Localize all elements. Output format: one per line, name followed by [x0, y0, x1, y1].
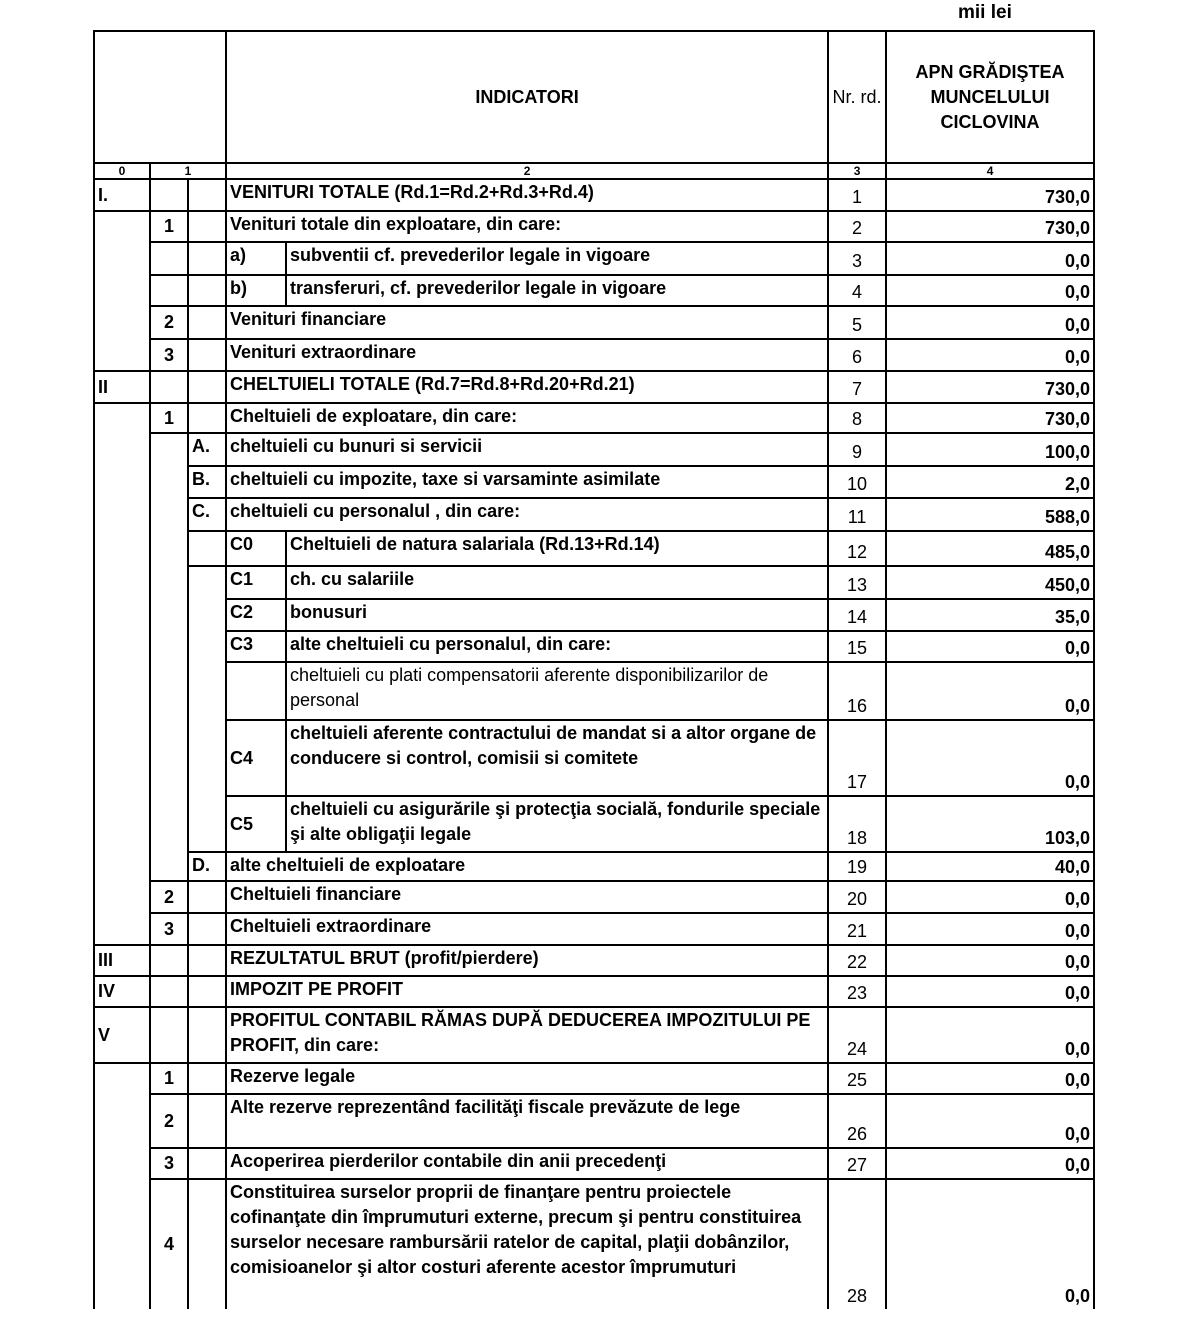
header-blank	[94, 31, 226, 163]
row-number: 15	[828, 631, 886, 662]
row-value: 730,0	[886, 371, 1094, 403]
code-cell: C5	[226, 796, 286, 852]
number-cell: 4	[150, 1179, 188, 1309]
indicator-text: REZULTATUL BRUT (profit/pierdere)	[226, 945, 828, 976]
letter-cell: b)	[226, 275, 286, 306]
indicator-text: Cheltuieli de exploatare, din care:	[226, 403, 828, 433]
indicator-text: Cheltuieli de natura salariala (Rd.13+Rd.14)	[286, 531, 828, 566]
table-row	[94, 1063, 1094, 1094]
indicator-text: bonusuri	[286, 599, 828, 631]
column-index-row	[94, 163, 1094, 179]
header-nr-rd: Nr. rd.	[828, 31, 886, 163]
row-number: 28	[828, 1179, 886, 1309]
number-cell: 1	[150, 403, 188, 433]
code-cell: C3	[226, 631, 286, 662]
letter-cell: D.	[188, 852, 226, 881]
letter-cell: A.	[188, 433, 226, 466]
indicator-text: cheltuieli cu asigurările şi protecţia socială, fondurile speciale şi alte obligaţii legale	[286, 796, 828, 852]
unit-label: mii lei	[958, 2, 1012, 23]
indicator-text: CHELTUIELI TOTALE (Rd.7=Rd.8+Rd.20+Rd.21)	[226, 371, 828, 403]
row-number: 25	[828, 1063, 886, 1094]
row-number: 22	[828, 945, 886, 976]
table-row	[94, 498, 1094, 531]
row-value: 0,0	[886, 631, 1094, 662]
roman-cell: III	[94, 945, 150, 976]
table-row	[94, 881, 1094, 913]
indicator-text: Venituri extraordinare	[226, 339, 828, 371]
table-row	[94, 371, 1094, 403]
indicator-text: Rezerve legale	[226, 1063, 828, 1094]
indicator-text: Acoperirea pierderilor contabile din anii precedenţi	[226, 1148, 828, 1179]
code-cell: C4	[226, 720, 286, 796]
row-value: 730,0	[886, 179, 1094, 211]
row-number: 21	[828, 913, 886, 945]
table-row	[94, 599, 1094, 631]
row-number: 14	[828, 599, 886, 631]
row-value: 0,0	[886, 1094, 1094, 1148]
row-value: 35,0	[886, 599, 1094, 631]
indicator-text: Venituri totale din exploatare, din care:	[226, 211, 828, 242]
table-row	[94, 179, 1094, 211]
table-row	[94, 1148, 1094, 1179]
letter-cell: a)	[226, 242, 286, 275]
number-cell: 2	[150, 881, 188, 913]
number-cell: 2	[150, 306, 188, 339]
roman-cell: II	[94, 371, 150, 403]
row-number: 7	[828, 371, 886, 403]
indicator-text: Constituirea surselor proprii de finanţare pentru proiectele cofinanţate din împrumuturi externe, precum şi pentru constituirea surselor necesare rambursării ratelor de capital, plaţii dobânzilor, comisioanelor şi altor costuri aferente acestor împrumuturi	[226, 1179, 828, 1309]
roman-cell: I.	[94, 179, 150, 211]
indicator-text: Alte rezerve reprezentând facilităţi fiscale prevăzute de lege	[226, 1094, 828, 1148]
row-value: 0,0	[886, 1148, 1094, 1179]
row-value: 0,0	[886, 976, 1094, 1007]
row-value: 103,0	[886, 796, 1094, 852]
row-value: 0,0	[886, 913, 1094, 945]
table-row	[94, 1179, 1094, 1309]
number-cell: 1	[150, 211, 188, 242]
table-row	[94, 531, 1094, 566]
table-row	[94, 976, 1094, 1007]
col-index-4: 4	[886, 163, 1094, 179]
row-number: 17	[828, 720, 886, 796]
row-number: 11	[828, 498, 886, 531]
code-cell: C1	[226, 566, 286, 599]
indicator-text: cheltuieli cu plati compensatorii aferente disponibilizarilor de personal	[286, 662, 828, 720]
row-value: 0,0	[886, 306, 1094, 339]
header-row	[94, 31, 1094, 163]
number-cell: 1	[150, 1063, 188, 1094]
row-value: 0,0	[886, 662, 1094, 720]
col-index-1: 1	[150, 163, 226, 179]
table-row	[94, 242, 1094, 275]
number-cell: 3	[150, 913, 188, 945]
row-value: 0,0	[886, 275, 1094, 306]
row-number: 9	[828, 433, 886, 466]
row-value: 2,0	[886, 466, 1094, 498]
row-value: 0,0	[886, 881, 1094, 913]
roman-cell: IV	[94, 976, 150, 1007]
table-row	[94, 662, 1094, 720]
table-row	[94, 275, 1094, 306]
row-number: 3	[828, 242, 886, 275]
row-value: 730,0	[886, 403, 1094, 433]
row-number: 26	[828, 1094, 886, 1148]
table-row	[94, 433, 1094, 466]
table-row	[94, 403, 1094, 433]
header-indicatori: INDICATORI	[226, 31, 828, 163]
roman-cell: V	[94, 1007, 150, 1063]
indicator-text: cheltuieli cu bunuri si servicii	[226, 433, 828, 466]
row-value: 0,0	[886, 242, 1094, 275]
table-row	[94, 339, 1094, 371]
col-index-2: 2	[226, 163, 828, 179]
indicator-text: cheltuieli cu impozite, taxe si varsaminte asimilate	[226, 466, 828, 498]
table-row	[94, 913, 1094, 945]
indicator-text: ch. cu salariile	[286, 566, 828, 599]
indicator-text: Cheltuieli extraordinare	[226, 913, 828, 945]
indicator-text: Venituri financiare	[226, 306, 828, 339]
row-value: 0,0	[886, 720, 1094, 796]
indicator-text: transferuri, cf. prevederilor legale in vigoare	[286, 275, 828, 306]
number-cell: 3	[150, 339, 188, 371]
row-value: 40,0	[886, 852, 1094, 881]
row-number: 19	[828, 852, 886, 881]
row-value: 100,0	[886, 433, 1094, 466]
indicator-text: cheltuieli aferente contractului de mandat si a altor organe de conducere si control, comisii si comitete	[286, 720, 828, 796]
table-row	[94, 720, 1094, 796]
indicator-text: VENITURI TOTALE (Rd.1=Rd.2+Rd.3+Rd.4)	[226, 179, 828, 211]
indicator-text: alte cheltuieli de exploatare	[226, 852, 828, 881]
row-number: 13	[828, 566, 886, 599]
row-value: 0,0	[886, 339, 1094, 371]
row-value: 0,0	[886, 945, 1094, 976]
code-cell: C2	[226, 599, 286, 631]
budget-table	[93, 30, 1095, 1309]
row-number: 16	[828, 662, 886, 720]
row-value: 450,0	[886, 566, 1094, 599]
code-cell	[226, 662, 286, 720]
table-row	[94, 1094, 1094, 1148]
indicator-text: IMPOZIT PE PROFIT	[226, 976, 828, 1007]
table-row	[94, 1007, 1094, 1063]
table-row	[94, 631, 1094, 662]
row-value: 0,0	[886, 1063, 1094, 1094]
row-number: 20	[828, 881, 886, 913]
letter-cell: B.	[188, 466, 226, 498]
indicator-text: alte cheltuieli cu personalul, din care:	[286, 631, 828, 662]
row-number: 6	[828, 339, 886, 371]
table-row	[94, 852, 1094, 881]
row-number: 18	[828, 796, 886, 852]
row-value: 0,0	[886, 1007, 1094, 1063]
col-index-0: 0	[94, 163, 150, 179]
number-cell: 2	[150, 1094, 188, 1148]
table-row	[94, 306, 1094, 339]
indicator-text: Cheltuieli financiare	[226, 881, 828, 913]
row-number: 10	[828, 466, 886, 498]
table-row	[94, 796, 1094, 852]
row-number: 4	[828, 275, 886, 306]
row-number: 24	[828, 1007, 886, 1063]
row-value: 588,0	[886, 498, 1094, 531]
row-number: 23	[828, 976, 886, 1007]
number-cell: 3	[150, 1148, 188, 1179]
indicator-text: subventii cf. prevederilor legale in vigoare	[286, 242, 828, 275]
table-row	[94, 566, 1094, 599]
col-index-3: 3	[828, 163, 886, 179]
row-number: 27	[828, 1148, 886, 1179]
header-entity: APN GRĂDIŞTEA MUNCELULUI CICLOVINA	[886, 31, 1094, 163]
indicator-text: PROFITUL CONTABIL RĂMAS DUPĂ DEDUCEREA IMPOZITULUI PE PROFIT, din care:	[226, 1007, 828, 1063]
row-number: 8	[828, 403, 886, 433]
row-number: 5	[828, 306, 886, 339]
row-number: 12	[828, 531, 886, 566]
table-row	[94, 211, 1094, 242]
code-cell: C0	[226, 531, 286, 566]
letter-cell: C.	[188, 498, 226, 531]
indicator-text: cheltuieli cu personalul , din care:	[226, 498, 828, 531]
row-value: 730,0	[886, 211, 1094, 242]
row-value: 0,0	[886, 1179, 1094, 1309]
row-number: 1	[828, 179, 886, 211]
table-row	[94, 466, 1094, 498]
table-row	[94, 945, 1094, 976]
row-number: 2	[828, 211, 886, 242]
row-value: 485,0	[886, 531, 1094, 566]
